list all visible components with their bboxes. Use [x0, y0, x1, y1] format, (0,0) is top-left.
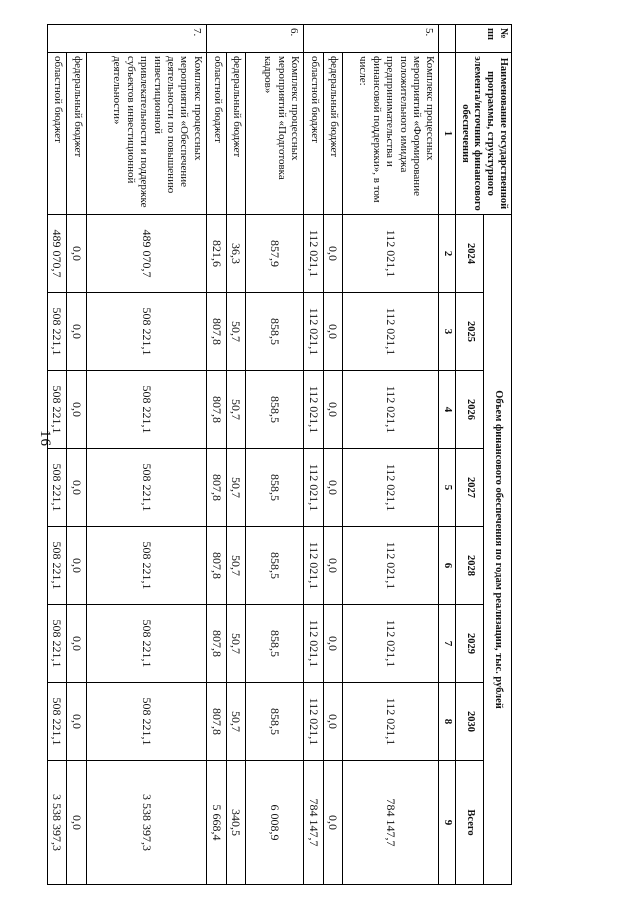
row-value: 807,8: [206, 683, 226, 761]
row-total: 3 538 397,3: [86, 761, 206, 885]
row-value: 0,0: [67, 683, 87, 761]
row-value: 50,7: [226, 293, 246, 371]
column-number: 7: [439, 605, 455, 683]
table-row: [47, 25, 67, 885]
column-number-blank: [439, 25, 455, 53]
row-value: 112 021,1: [343, 215, 439, 293]
row-value: 50,7: [226, 683, 246, 761]
row-value: 489 070,7: [86, 215, 206, 293]
row-index: 7.: [47, 25, 206, 53]
column-number: 3: [439, 293, 455, 371]
row-value: 50,7: [226, 371, 246, 449]
row-value: 0,0: [67, 215, 87, 293]
header-year: 2026: [455, 371, 483, 449]
page-number: 16: [37, 430, 53, 447]
row-name: областной бюджет: [304, 53, 324, 215]
header-no: № пп: [455, 25, 511, 53]
row-name: Комплекс процессных мероприятий «Подготовка кадров»: [246, 53, 304, 215]
table-row: [67, 25, 87, 885]
row-value: 858,5: [246, 371, 304, 449]
row-index: 6.: [206, 25, 303, 53]
rotated-table-wrapper: [50, 24, 512, 884]
header-row: [483, 25, 511, 885]
column-number: 8: [439, 683, 455, 761]
column-number: 9: [439, 761, 455, 885]
row-value: 0,0: [323, 215, 343, 293]
row-value: 807,8: [206, 449, 226, 527]
row-index: 5.: [304, 25, 439, 53]
row-value: 112 021,1: [304, 683, 324, 761]
row-total: 5 668,4: [206, 761, 226, 885]
header-year: 2029: [455, 605, 483, 683]
row-total: 784 147,7: [343, 761, 439, 885]
row-value: 0,0: [67, 605, 87, 683]
row-value: 508 221,1: [47, 449, 67, 527]
row-name: Комплекс процессных мероприятий «Обеспечение деятельности по повышению инвестиционной привлекательности и поддержке субъектов инвестиционной деятельности»: [86, 53, 206, 215]
table-row: [343, 25, 439, 885]
row-value: 0,0: [323, 683, 343, 761]
row-value: 50,7: [226, 605, 246, 683]
column-number: 2: [439, 215, 455, 293]
row-value: 857,9: [246, 215, 304, 293]
row-value: 112 021,1: [304, 371, 324, 449]
row-name: федеральный бюджет: [67, 53, 87, 215]
row-total: 0,0: [323, 761, 343, 885]
row-value: 112 021,1: [304, 449, 324, 527]
row-value: 0,0: [323, 605, 343, 683]
column-number: 6: [439, 527, 455, 605]
column-number-row: [439, 25, 455, 885]
row-value: 0,0: [67, 527, 87, 605]
row-value: 858,5: [246, 605, 304, 683]
header-name: Наименование государственной программы, структурного элемента/источник финансового обеспечения: [455, 53, 511, 215]
row-value: 508 221,1: [86, 293, 206, 371]
row-value: 112 021,1: [343, 527, 439, 605]
row-value: 807,8: [206, 293, 226, 371]
row-value: 112 021,1: [304, 293, 324, 371]
row-name: федеральный бюджет: [226, 53, 246, 215]
row-value: 0,0: [323, 293, 343, 371]
column-number: 1: [439, 53, 455, 215]
header-group: Объем финансового обеспечения по годам реализации, тыс. рублей: [483, 215, 511, 885]
column-number: 5: [439, 449, 455, 527]
row-value: 50,7: [226, 527, 246, 605]
row-value: 508 221,1: [47, 527, 67, 605]
row-value: 807,8: [206, 605, 226, 683]
table-row: [226, 25, 246, 885]
row-value: 0,0: [67, 293, 87, 371]
header-year: 2027: [455, 449, 483, 527]
row-value: 112 021,1: [343, 605, 439, 683]
row-value: 807,8: [206, 371, 226, 449]
row-value: 112 021,1: [343, 371, 439, 449]
row-value: 112 021,1: [343, 293, 439, 371]
row-value: 858,5: [246, 527, 304, 605]
row-value: 821,6: [206, 215, 226, 293]
header-total: Всего: [455, 761, 483, 885]
row-value: 807,8: [206, 527, 226, 605]
row-value: 50,7: [226, 449, 246, 527]
row-value: 508 221,1: [47, 293, 67, 371]
row-name: областной бюджет: [206, 53, 226, 215]
row-value: 858,5: [246, 683, 304, 761]
row-value: 508 221,1: [86, 371, 206, 449]
row-value: 112 021,1: [343, 449, 439, 527]
row-value: 858,5: [246, 449, 304, 527]
row-value: 508 221,1: [86, 527, 206, 605]
row-value: 112 021,1: [304, 215, 324, 293]
row-value: 508 221,1: [47, 605, 67, 683]
row-name: областной бюджет: [47, 53, 67, 215]
financing-table: [47, 24, 512, 885]
row-value: 858,5: [246, 293, 304, 371]
table-row: [304, 25, 324, 885]
row-value: 112 021,1: [343, 683, 439, 761]
row-value: 489 070,7: [47, 215, 67, 293]
row-name: Комплекс процессных мероприятий «Формирование положительного имиджа предпринимательства и финансовой поддержки», в том числе:: [343, 53, 439, 215]
table-row: [246, 25, 304, 885]
row-value: 0,0: [323, 527, 343, 605]
row-value: 508 221,1: [86, 449, 206, 527]
row-total: 6 008,9: [246, 761, 304, 885]
row-value: 112 021,1: [304, 605, 324, 683]
row-value: 508 221,1: [86, 683, 206, 761]
row-value: 508 221,1: [47, 371, 67, 449]
row-value: 508 221,1: [47, 683, 67, 761]
column-number: 4: [439, 371, 455, 449]
table-row: [86, 25, 206, 885]
row-total: 340,5: [226, 761, 246, 885]
row-value: 0,0: [67, 449, 87, 527]
row-value: 0,0: [323, 371, 343, 449]
row-value: 112 021,1: [304, 527, 324, 605]
row-total: 784 147,7: [304, 761, 324, 885]
header-year: 2024: [455, 215, 483, 293]
row-total: 0,0: [67, 761, 87, 885]
row-value: 36,3: [226, 215, 246, 293]
row-value: 508 221,1: [86, 605, 206, 683]
table-row: [323, 25, 343, 885]
table-row: [206, 25, 226, 885]
header-year: 2030: [455, 683, 483, 761]
row-total: 3 538 397,3: [47, 761, 67, 885]
header-year: 2025: [455, 293, 483, 371]
row-value: 0,0: [67, 371, 87, 449]
row-value: 0,0: [323, 449, 343, 527]
header-year: 2028: [455, 527, 483, 605]
row-name: федеральный бюджет: [323, 53, 343, 215]
